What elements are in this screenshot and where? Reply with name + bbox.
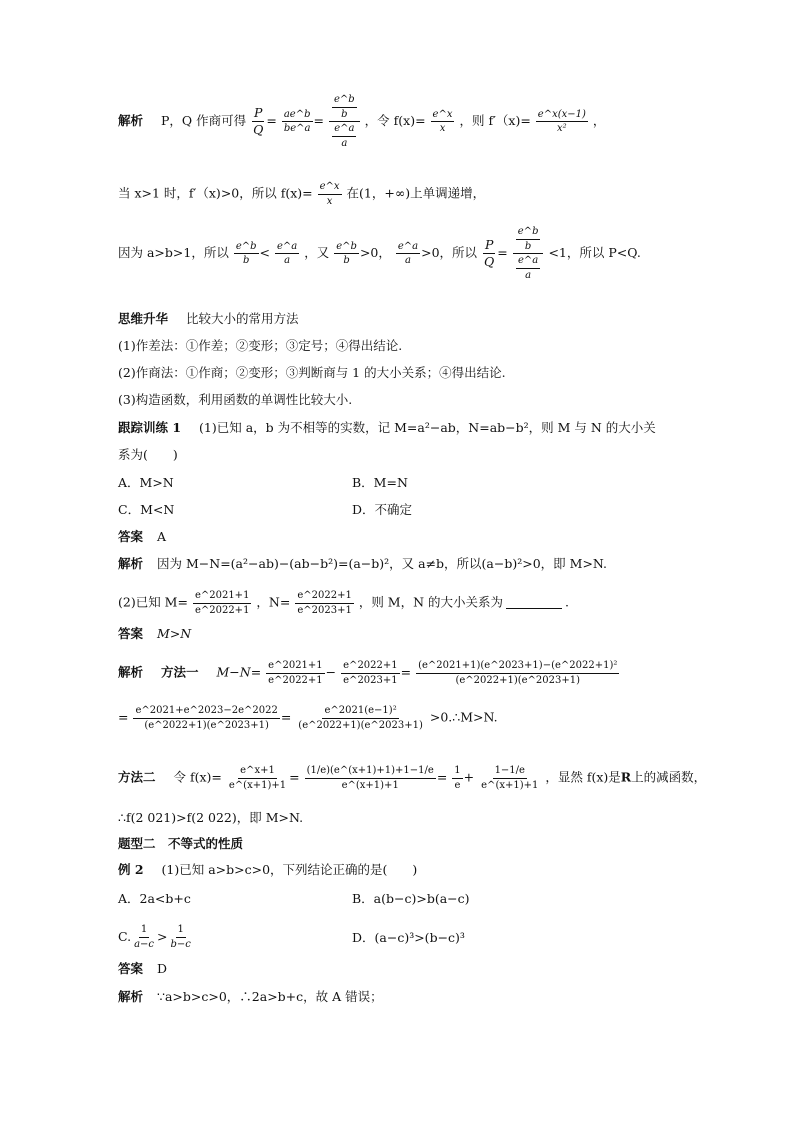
- option-d: D．(a−c)³>(b−c)³: [352, 930, 465, 945]
- ex2-option-row-2: [118, 924, 465, 950]
- summary-line-2: (2)作商法：①作商；②变形；③判断商与 1 的大小关系；④得出结论.: [118, 365, 506, 380]
- summary-heading: 思维升华 比较大小的常用方法: [118, 311, 299, 326]
- exercise-question-line-1: 跟踪训练 1 (1)已知 a，b 为不相等的实数，记 M=a²−ab，N=ab−b²，则 M 与 N 的大小关: [118, 420, 656, 435]
- section-heading: 题型二 不等式的性质: [118, 836, 244, 851]
- option-c: C．M<N: [118, 502, 175, 517]
- question-2: (2)已知 M= $\frac{e\^{}2021+1}{e\^{}2022+1}$ ，N= $\frac{e\^{}2022+1}{e\^{}2023+1}$ ，则 M，N 的大小关系为 .: [118, 590, 569, 616]
- method-2-line-1: 方法二 令 f(x)= $\frac{e\^{}x+1}{e\^{}(x+1)+1}$ = $\frac{(1/e)(e\^{}(x+1)+1)+1-1/e}{e\^{}(x+1)+1}$ = $\frac{1}{e}$ + $\frac{1-1/e}{e\^{}(x+1)+1}$ ，显然 f(x)是R上的减函数，: [118, 765, 707, 791]
- option-row-1: [118, 475, 408, 490]
- option-a: A．M>N: [118, 475, 174, 490]
- answer-blank: [506, 608, 562, 609]
- compound-fraction: $\frac{\frac{e\^{}b}{b}}{\frac{e\^{}a}{a}}$: [329, 94, 360, 149]
- ex2-option-row-1: [118, 891, 470, 906]
- summary-line-1: (1)作差法：①作差；②变形；③定号；④得出结论.: [118, 338, 403, 353]
- fraction-ex-over-x: $\frac{e\^{}x}{x}$: [432, 108, 453, 134]
- example-2-question: 例 2 (1)已知 a>b>c>0，下列结论正确的是( ): [118, 862, 418, 877]
- fraction-aeb-over-bea: $\frac{ae\^{}b}{be\^{}a}$: [283, 108, 311, 134]
- answer-line-2: 答案 M>N: [118, 626, 192, 641]
- fraction-ex-over-x-2: $\frac{e\^{}x}{x}$: [319, 181, 340, 207]
- solution-line-4: 解析 因为 M−N=(a²−ab)−(ab−b²)=(a−b)²，又 a≠b，所以(a−b)²>0，即 M>N.: [118, 556, 608, 571]
- label-jiexi: 解析: [118, 113, 144, 128]
- answer-line-3: 答案 D: [118, 961, 168, 976]
- option-row-2: [118, 502, 413, 517]
- option-b: B．M=N: [352, 475, 408, 490]
- exercise-question-line-2: 系为( ): [118, 447, 178, 462]
- solution-line-3: 因为 a>b>1，所以 $\frac{e\^{}b}{b}$ < $\frac{e\^{}a}{a}$ ，又 $\frac{e\^{}b}{b}$ >0， $\frac{e\^{}a}{a}$ >0，所以 $\frac{P}{Q}$ = $\frac{\frac{e\^{}b}{b}}{\frac{e\^{}a}{a}}$ <1，所以 P<Q.: [118, 226, 641, 281]
- summary-line-3: (3)构造函数，利用函数的单调性比较大小.: [118, 392, 353, 407]
- method-2-conclusion: ∴f(2 021)>f(2 022)，即 M>N.: [118, 810, 304, 825]
- option-b: B．a(b−c)>b(a−c): [352, 891, 470, 906]
- solution-line-2: 当 x>1 时，f′（x)>0，所以 f(x)= $\frac{e\^{}x}{x}$ 在(1，+∞)上单调递增，: [118, 181, 486, 207]
- option-d: D．不确定: [352, 502, 413, 517]
- fraction-p-over-q: $\frac{P}{Q}$: [253, 104, 264, 137]
- method-1-line-1: 解析 方法一 M−N= $\frac{e\^{}2021+1}{e\^{}2022+1}$ − $\frac{e\^{}2022+1}{e\^{}2023+1}$ = $\frac{\text{(e\textasciicircum{}2021+1)(e\textasciicircum{}2023+1)−(e\textasciicircum{}2022+1)²}}{(e\^{}2022+1)(e\^{}2023+1)}$: [118, 660, 618, 686]
- compound-fraction-2: $\frac{\frac{e\^{}b}{b}}{\frac{e\^{}a}{a}}$: [513, 226, 544, 281]
- solution-line-1: 解析 P，Q 作商可得 $\frac{P}{Q}$ = $\frac{ae\^{}b}{be\^{}a}$ = $\frac{\frac{e\^{}b}{b}}{\frac{e\^{}a}{a}}$ ，令 f(x)= $\frac{e\^{}x}{x}$ ，则 f′（x)= $\frac{e\^{}x(x-1)}{\text{x²}}$ ，: [118, 94, 606, 149]
- answer-line-1: 答案 A: [118, 529, 167, 544]
- option-c: C. $\frac{1}{a-c}$ > $\frac{1}{b-c}$: [118, 924, 191, 950]
- fraction-derivative: $\frac{e\^{}x(x-1)}{\text{x²}}$: [537, 108, 586, 134]
- solution-line-5: 解析 ∵a>b>c>0，∴2a>b+c，故 A 错误；: [118, 989, 383, 1004]
- option-a: A．2a<b+c: [118, 891, 191, 906]
- method-1-line-2: = $\frac{e\^{}2021+e\^{}2023-2e\^{}2022}{(e\^{}2022+1)(e\^{}2023+1)}$ = $\frac{\text{e\textasciicircum{}2021(e−1)²}}{(e\^{}2022+1)(e\^{}2023+1)}$ >0.∴M>N.: [118, 705, 498, 731]
